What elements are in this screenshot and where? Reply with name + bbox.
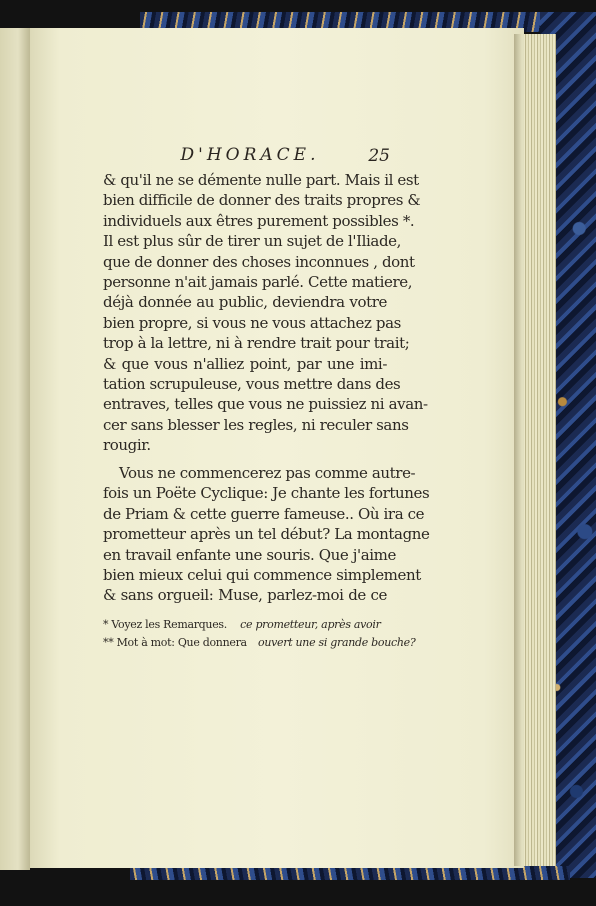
text-line: en travail enfante une souris. Que j'aime: [103, 545, 396, 564]
text-line: individuels aux êtres purement possibles *.: [103, 211, 415, 230]
footnotes: [103, 616, 416, 652]
text-line: tation scrupuleuse, vous mettre dans des: [103, 374, 401, 393]
text-line: trop à la lettre, ni à rendre trait pour trait;: [103, 334, 410, 353]
footnote-2-continuation: ouvert une si grande bouche?: [258, 636, 416, 649]
text-line: bien propre, si vous ne vous attachez pas: [103, 313, 401, 332]
footnote-2: [103, 634, 416, 652]
text-line: entraves, telles que vous ne puissiez ni avan-: [103, 395, 428, 414]
text-line: personne n'ait jamais parlé. Cette matiere,: [103, 272, 413, 291]
text-line: de Priam & cette guerre fameuse.. Où ira ce: [103, 504, 425, 523]
text-line: Il est plus sûr de tirer un sujet de l'Iliade,: [103, 232, 401, 251]
text-line: & sans orgueil: Muse, parlez-moi de ce: [103, 586, 387, 605]
footnote-1-text: * Voyez les Remarques.: [103, 618, 227, 631]
text-line: bien difficile de donner des traits propres &: [103, 191, 421, 210]
text-line: rougir.: [103, 436, 151, 455]
footnote-2-text: ** Mot à mot: Que donnera: [103, 636, 247, 649]
text-line: fois un Poëte Cyclique: Je chante les fortunes: [103, 484, 430, 503]
text-line: Vous ne commencerez pas comme autre-: [119, 464, 416, 482]
text-line: que de donner des choses inconnues , dont: [103, 252, 415, 271]
footnote-1: [103, 616, 385, 634]
paragraph-2: [103, 463, 430, 606]
page-number: 25: [368, 146, 390, 166]
text-line: bien mieux celui qui commence simplement: [103, 565, 421, 584]
text-line: déjà donnée au public, deviendra votre: [103, 293, 387, 312]
text-line: cer sans blesser les regles, ni reculer sans: [103, 415, 409, 434]
running-header: D'HORACE.: [180, 145, 320, 165]
text-line: & que vous n'alliez point, par une imi-: [103, 354, 387, 373]
facing-page-edge: [0, 28, 30, 870]
text-line: prometteur après un tel début? La montagne: [103, 525, 430, 544]
footnote-1-continuation: ce prometteur, après avoir: [240, 618, 381, 631]
text-line: & qu'il ne se démente nulle part. Mais il est: [103, 171, 419, 189]
page-gutter-shadow: [514, 34, 522, 866]
marbled-board-bottom: [130, 866, 570, 880]
paragraph-1: [103, 170, 428, 455]
